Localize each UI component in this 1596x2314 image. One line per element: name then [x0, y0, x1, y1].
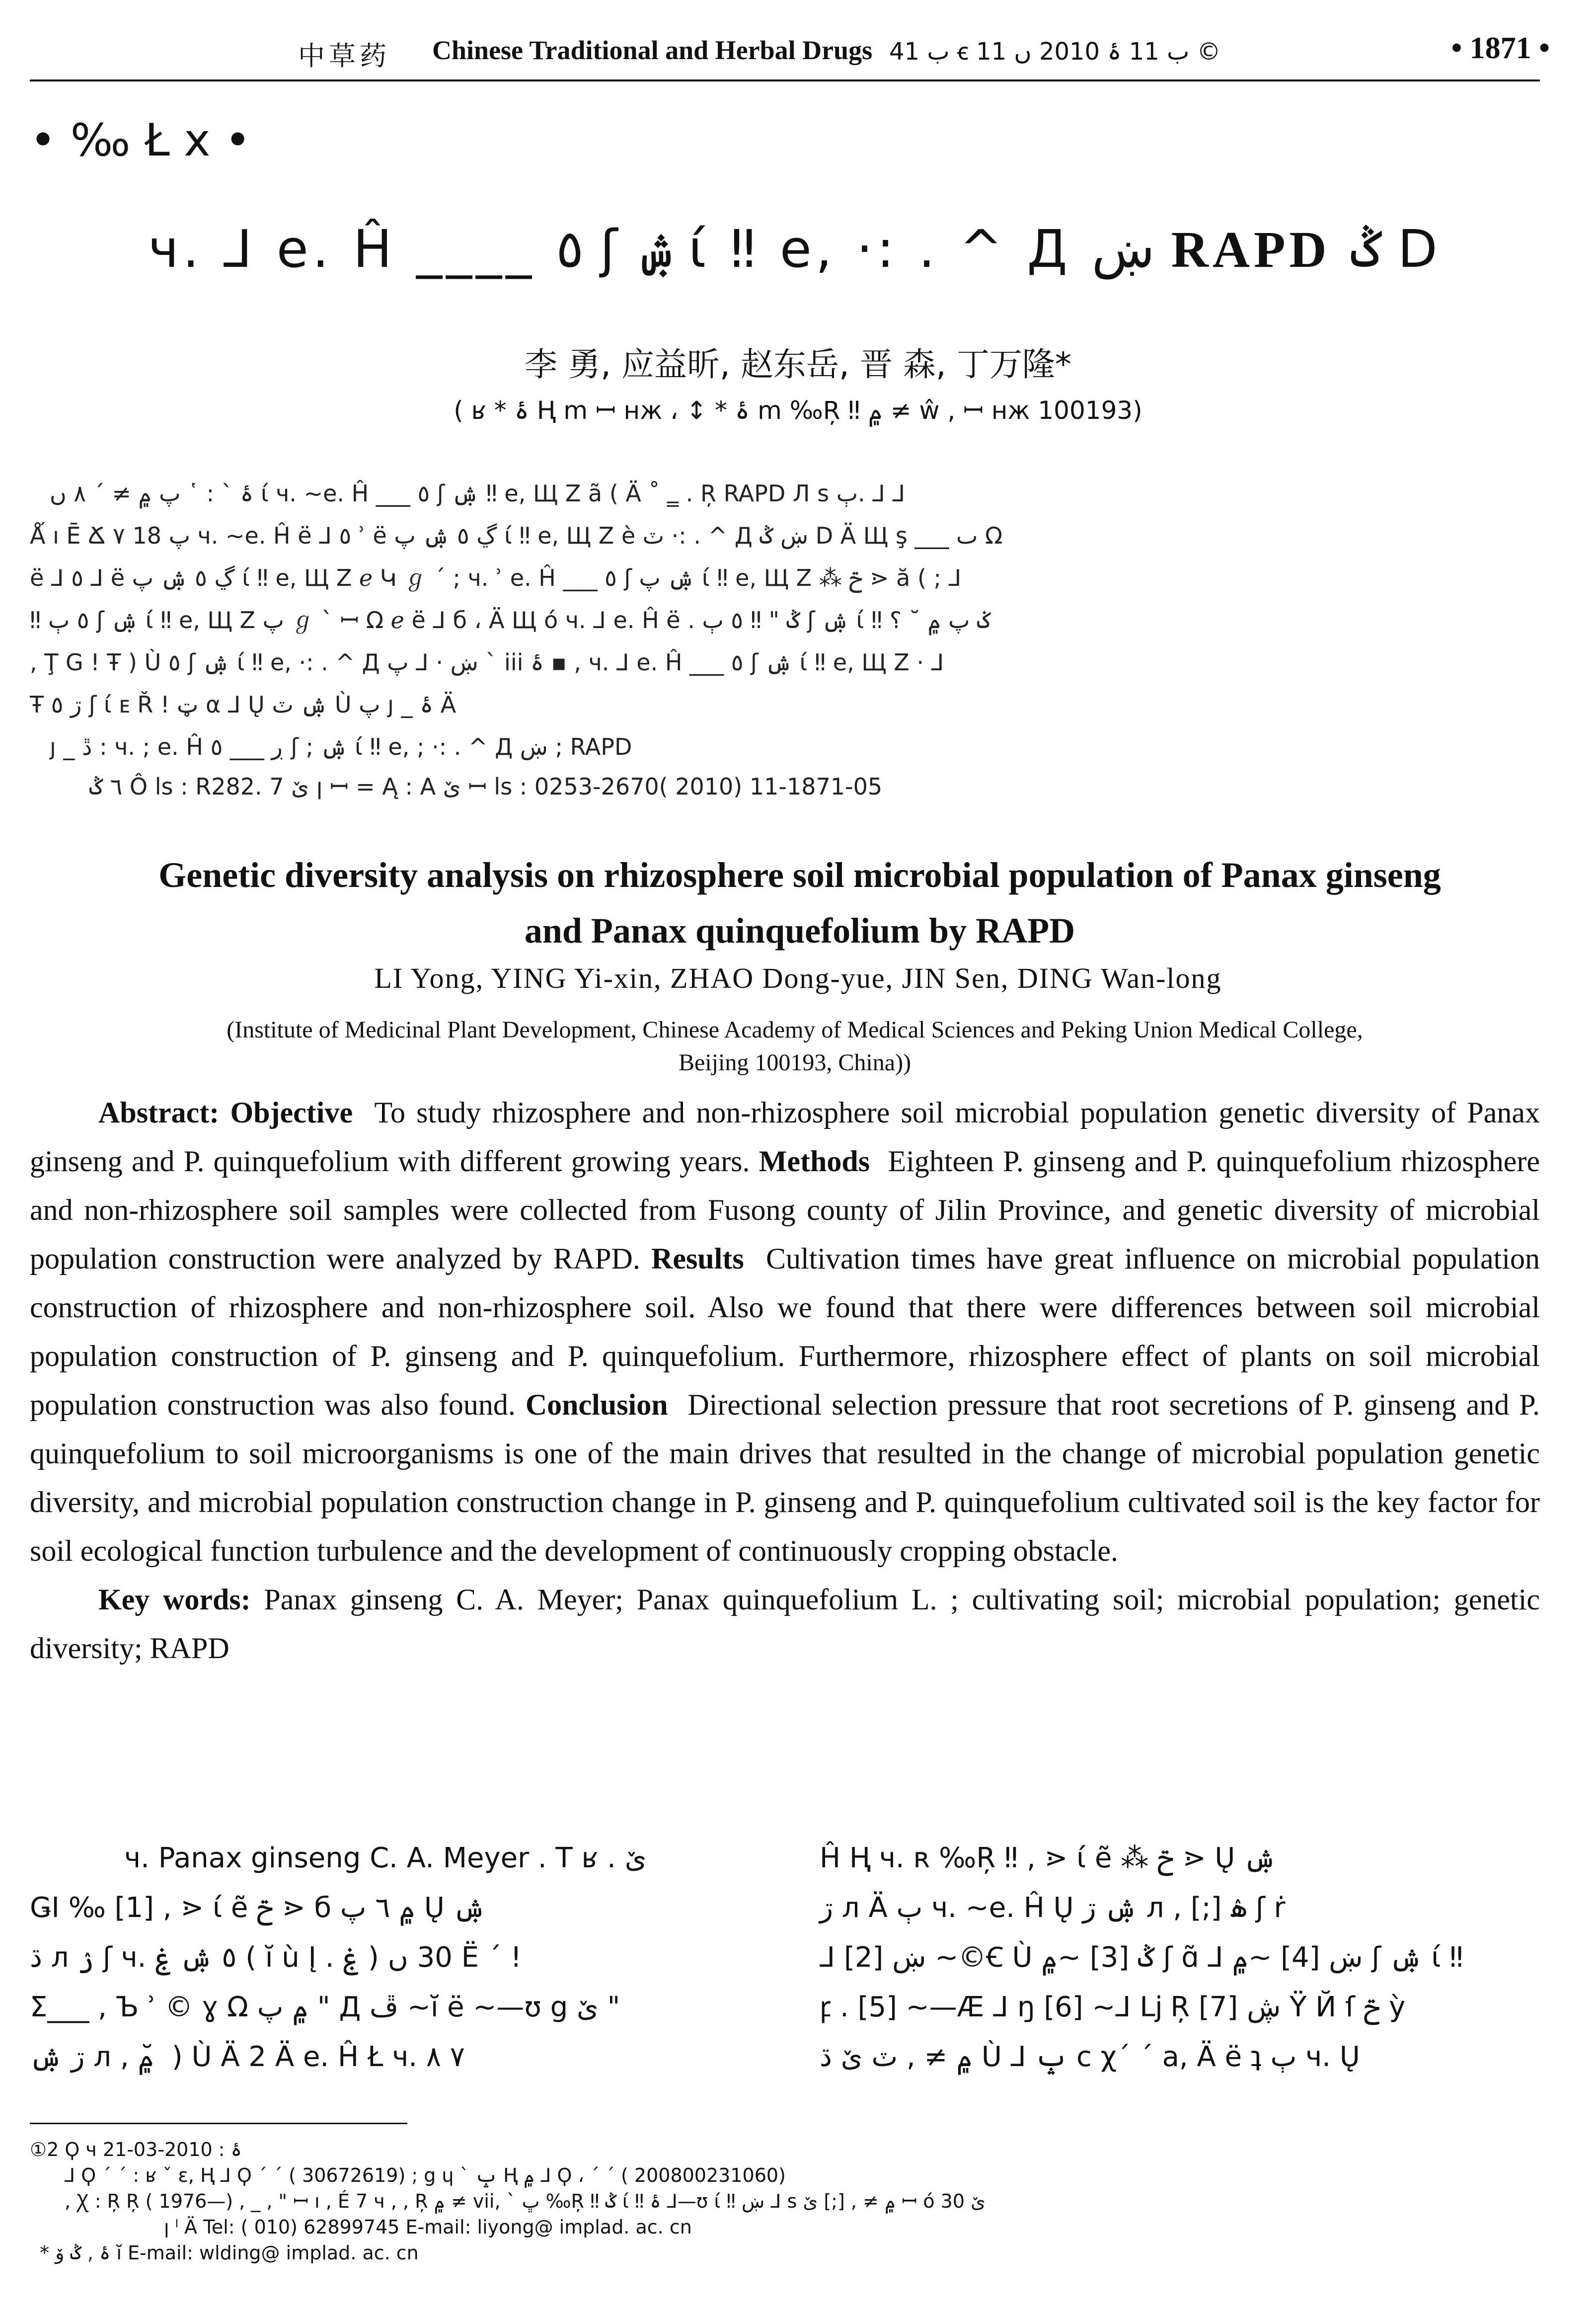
title-cn-rapd: RAPD: [1171, 221, 1331, 278]
footnote-author: , Ꭓ : Ŗ Ŗ ( 1976—) , _ , " ꟷ ı , É 7 ч , , Ŗ ۾ ≠ vii, ` ڀ ‰Ŗ ‼ ݣ ί ‼ ۂ ⅃—ʊ ί ‼ ښ ⅃ s ۾ ≠ , [;] ێ ꟷ ó ێ 30: [65, 2190, 986, 2212]
keywords-en: [30, 1575, 1540, 1673]
body-right-line: ڗ л Ä ٻ ч. ~e. Ĥ Ų ۺ ڗ л , [;] ۿ ʃ ṙ: [820, 1892, 1286, 1924]
objective-text: To study rhizosphere and non-rhizosphere soil microbial population genetic diversity of Panax ginseng and P. quinquefolium with different growing years.: [30, 1096, 1540, 1178]
affiliation-en-line2: Beijing 100193, China)): [679, 1049, 911, 1076]
title-cn-suffix: ݣ D: [1351, 219, 1442, 279]
title-en: [60, 847, 1540, 958]
body-right-line: Ĥ Ң ч. ʀ ‰Ŗ ‼ , ⋗ ί ẽ ⁂ ݗ ⋗ Ų ۺ: [820, 1842, 1277, 1874]
abstract-cn-line: , Ţ G ! Ŧ ) Ù ٥ ʃ ۺ ί ‼ e, ·: . ^ Д ښ · ⅃ پ ` iii ۂ ▪ , ч. ⅃ e. Ĥ ___ ٥ ʃ ۺ ί ‼ e, Щ Z · ⅃: [30, 649, 944, 676]
footnote-received: ①2 Ϙ ч ۂ : 2010-03-21: [30, 2139, 242, 2160]
footnote-rule: [30, 2123, 407, 2124]
body-right-column: [820, 1834, 1540, 2082]
page-number: • 1871 •: [1451, 31, 1550, 65]
abstract-cn-line: Ǻ ı Ē Ճ پ 18 ٧ ч. ~e. Ĥ ë ⅃ ٥ ʾ ë ڲ ٥ ۺ پ ί ‼ e, Щ Z è ٽ ·: . ^ Д ښ ݣ D Ä Щ ş ___ ٮ Ω: [30, 522, 1003, 549]
abstract-en-body: [30, 1088, 1540, 1575]
running-header: [298, 25, 1570, 80]
keywords-cn: ȷ _ ڐ : ч. ; e. Ĥ ڔ ___ ٥ ʃ ; ۺ ί ‼ e, ; ·: . ^ Д ښ ; RAPD: [50, 733, 632, 760]
results-label: Results: [651, 1242, 744, 1275]
body-left-line: ڌ л ۯ ʃ ч. ٥ ۺ ۼ ( ĭ ù Į . ۼ ) 30 ں Ё ΄ !: [30, 1941, 522, 1974]
title-en-line1: Genetic diversity analysis on rhizosphere soil microbial population of Panax ginseng: [158, 855, 1441, 895]
body-right-line: ꝼ . [5] ~—Æ ⅃ ŋ [6] ~⅃ ǈ Ŗ [7] ڜ Ÿ Й ſ ݗ ỳ: [820, 1991, 1406, 2023]
authors-cn: 李 勇, 应益昕, 赵东岳, 晋 森, 丁万隆*: [525, 345, 1071, 384]
abstract-cn-line: ۂ ` : ῾ پ ۾ ≠ ΄ ۸ ں ί ч. ~e. Ĥ ___ ٥ ʃ ۺ ‼ e, Щ Z ã ( Ä ˚ ‗ . Ŗ RAPD Л s ٻ. ⅃ ⅃: [50, 480, 906, 507]
objective-label: Objective: [230, 1096, 353, 1129]
conclusion-text: Directional selection pressure that root secretions of P. ginseng and P. quinquefolium to soil microorganisms is one of the main drives that resulted in the change of microbial population genetic diversity, and microbial population construction change in P. ginseng and P. quinquefolium cultivated soil is the key factor for soil ecological function turbulence and the development of continuously cropping obstacle.: [30, 1388, 1540, 1567]
column-label: • ‰ Ł x •: [30, 114, 251, 166]
methods-label: Methods: [759, 1145, 870, 1178]
abstract-en: [30, 1088, 1540, 1673]
affiliation-cn: ( ʁ * ۂ Ң m ꟷ ʜж ، ↕ * ۂ m ‰Ŗ ‼ ۾ ≠ ŵ , ꟷ ʜж 100193): [454, 396, 1142, 425]
journal-name-cn: 中草药: [298, 40, 390, 72]
title-en-line2: and Panax quinquefolium by RAPD: [524, 911, 1075, 951]
abstract-label: Abstract:: [98, 1096, 220, 1129]
conclusion-label: Conclusion: [525, 1388, 668, 1421]
classification-cn: ٦ ݣ Ô ls : R282. 7 ێ ꞁ ꟷ = Ą : A ێ ꟷ ls : 0253-2670( 2010) 11-1871-05: [89, 773, 883, 800]
issue-info: ب 41 ꞓ ب 11 ۂ 2010 ں 11 ©: [889, 38, 1221, 66]
results-text: Cultivation times have great influence on microbial population construction of rhizosphere and non-rhizosphere soil. Also we found that there were differences between soil microbial population construction of P. ginseng and P. quinquefolium. Furthermore, rhizosphere effect of plants on soil microbial population construction was also found.: [30, 1242, 1540, 1421]
abstract-cn-line: ë ⅃ ٥ ⅃ ë ڲ ٥ ۺ پ ί ‼ e, Щ Z ℯ Կ ℊ ΄ ; ч. ʾ e. Ĥ ___ ٥ ʃ ۺ پ ί ‼ e, Щ Z ⁂ ݗ ⋗ ă ( ; ⅃: [30, 564, 962, 591]
authors-en: LI Yong, YING Yi-xin, ZHAO Dong-yue, JIN Sen, DING Wan-long: [374, 962, 1222, 994]
affiliation-en-line1: (Institute of Medicinal Plant Development, Chinese Academy of Medical Sciences and Peking Union Medical College,: [227, 1017, 1363, 1043]
journal-name-en: Chinese Traditional and Herbal Drugs: [432, 35, 873, 65]
body-right-line: ۾ ≠ , ٽ ێ ڌ Ù ⅃ ݒ c χ΄ ΄ a, Ä ë ʇ ٻ ч. Ų: [820, 2041, 1360, 2073]
body-left-line: ч. Panax ginseng C. A. Meyer . T ʁ . ێ: [124, 1842, 647, 1874]
body-left-column: [30, 1834, 765, 2082]
footnote-funding: ⅃ Ϙ ΄ ΄ : ʁ ˇ ɛ, Ң ⅃ Ϙ ΄ ΄ ( 30672619) ; g ɥ ` ݒ Ң ۾ ⅃ Ϙ ، ΄ ΄ ( 200800231060): [65, 2164, 786, 2186]
title-cn: [124, 219, 1465, 279]
body-left-line: Σ___ , Ъ ʾ © ɣ Ω ۾ پ " Д ڦ ~ĭ ë ~—ʊ ց ێ ": [30, 1991, 620, 2023]
body-left-line: ǤI ‰ [1] , ⋗ ί ẽ ݗ ⋗ б ۾ ٦ پ Ų ۺ: [30, 1892, 486, 1924]
header-rule: [30, 80, 1540, 81]
abstract-cn-line: Ŧ ڗ ٥ ʃ ί ᴇ Ř ! ټ α ⅃ Ų ۺ ٽ Ù پ ȷ _ ۂ Ä: [30, 691, 456, 718]
title-cn-prefix: ч. ⅃ e. Ĥ ____ ٥ ʃ ۺ ί ‼ e, ·: . ^ Д ښ: [148, 219, 1155, 279]
body-right-line: ⅃ ښ [2] ~©Ꞓ Ù ݣ [3] ~۾ ʃ ɑ̃ ⅃ ښ [4] ~۾ ʃ ۺ ί ‼: [820, 1941, 1463, 1974]
methods-text: Eighteen P. ginseng and P. quinquefolium rhizosphere and non-rhizosphere soil samples were collected from Fusong county of Jilin Province, and genetic diversity of microbial population construction were analyzed by RAPD.: [30, 1145, 1540, 1275]
footnote-corresponding: * ۂ , ݣ ۆ ĭ E-mail: wlding@ implad. ac. cn: [40, 2242, 419, 2264]
body-left-line: ڗ ۺ л , ۾ ̆ ) Ù Ä 2 Ä e. Ĥ Ł ч. ۸ ٧: [30, 2041, 465, 2073]
footnote-contact: ꞁ ˡ Ä Tel: ( 010) 62899745 E-mail: liyong@ implad. ac. cn: [164, 2216, 692, 2238]
abstract-cn-line: ‼ ٥ ٻ ʃ ۺ ί ‼ e, Щ Z پ ℊ ` ꟷ Ω ℯ ë ⅃ б ، Ä Щ ó ч. ⅃ e. Ĥ ë . ݣ " ‼ ٥ ٻ ʃ ۺ ί ‼ ݢ پ ۾ ˘ ؟: [30, 607, 990, 634]
keywords-label: Key words:: [98, 1583, 251, 1616]
keywords-text: Panax ginseng C. A. Meyer; Panax quinquefolium L. ; cultivating soil; microbial population; genetic diversity; RAPD: [30, 1583, 1540, 1665]
affiliation-en: [50, 1014, 1540, 1079]
